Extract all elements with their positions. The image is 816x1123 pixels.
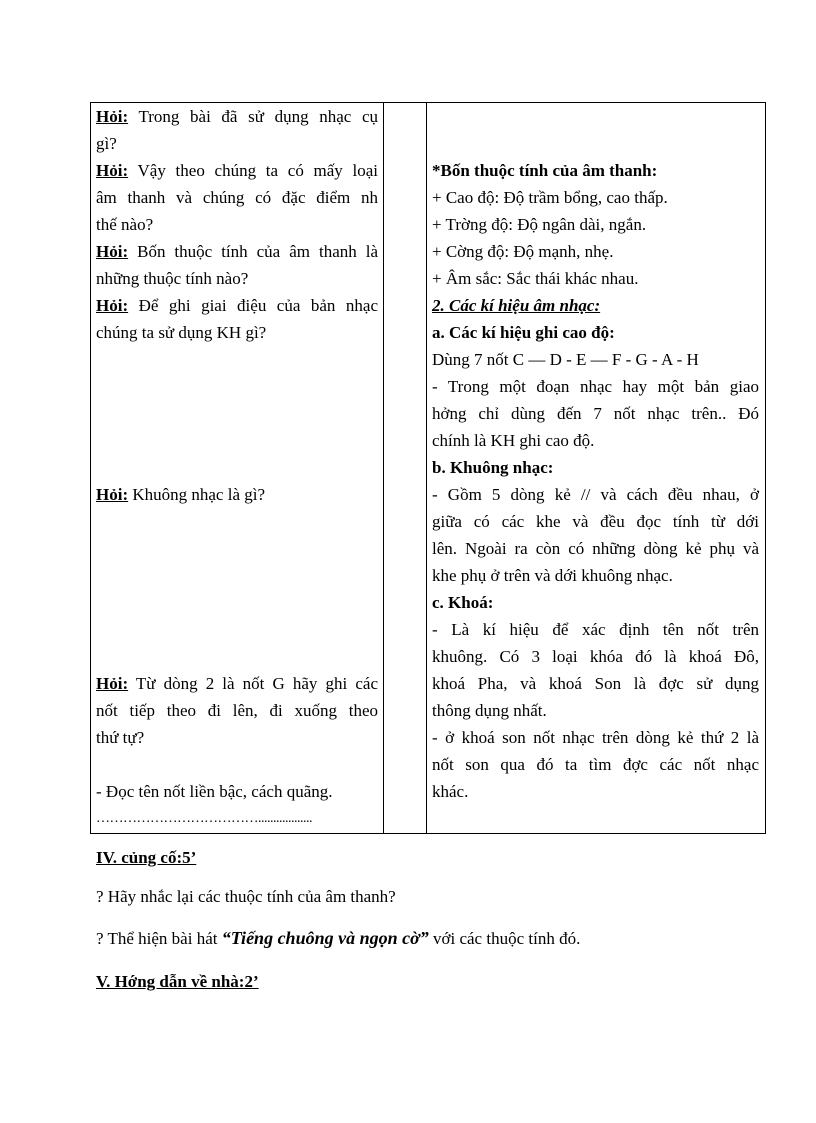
- paragraph-line: khuông. Có 3 loại khóa đó là khoá Đô,: [432, 647, 759, 666]
- question-line: [96, 184, 378, 211]
- column-divider: [426, 103, 427, 833]
- content-heading: a. Các kí hiệu ghi cao độ:: [432, 323, 615, 342]
- question-label: Hỏi:: [96, 296, 129, 315]
- questions-column: [96, 103, 378, 832]
- spacer: [96, 508, 378, 535]
- spacer: [96, 346, 378, 373]
- question-label: Hỏi:: [96, 242, 129, 261]
- paragraph-line: khác.: [432, 782, 469, 801]
- lesson-table: [90, 102, 766, 834]
- question-line: [96, 670, 378, 697]
- paragraph-line: - Là kí hiệu để xác định tên nốt trên: [432, 620, 759, 639]
- review-question-1: [96, 887, 766, 907]
- question-line: [96, 157, 378, 184]
- question-text: nốt tiếp theo đi lên, đi xuống theo: [96, 701, 378, 720]
- question-line: [96, 130, 378, 157]
- question-text: Để ghi giai điệu của bản nhạc: [128, 296, 378, 315]
- paragraph-line: lên. Ngoài ra còn có những dòng kẻ phụ và: [432, 539, 759, 558]
- spacer: [432, 103, 759, 130]
- review-question-2-prefix: ? Thể hiện bài hát: [96, 929, 222, 948]
- question-text: những thuộc tính nào?: [96, 269, 249, 288]
- song-title: “Tiếng chuông và ngọn cờ”: [221, 928, 429, 948]
- question-text: âm thanh và chúng có đặc điểm nh: [96, 188, 378, 207]
- spacer: [96, 751, 378, 778]
- question-line: [96, 292, 378, 319]
- paragraph-line: hởng chỉ dùng đến 7 nốt nhạc trên.. Đó: [432, 404, 759, 423]
- content-heading: c. Khoá:: [432, 593, 494, 612]
- question-line: [96, 724, 378, 751]
- content-heading: *Bốn thuộc tính của âm thanh:: [432, 161, 658, 180]
- question-line: [96, 103, 378, 130]
- content-line: + Cao độ: Độ trầm bổng, cao thấp.: [432, 188, 668, 207]
- paragraph-line: giữa có các khe và đều đọc tính từ dới: [432, 512, 759, 531]
- question-label: Hỏi:: [96, 674, 129, 693]
- question-text: gì?: [96, 134, 117, 153]
- content-line: + Trờng độ: Độ ngân dài, ngắn.: [432, 215, 647, 234]
- question-label: Hỏi:: [96, 161, 129, 180]
- spacer: [96, 373, 378, 400]
- question-line: [96, 319, 378, 346]
- content-line: + Cờng độ: Độ mạnh, nhẹ.: [432, 242, 614, 261]
- spacer: [96, 562, 378, 589]
- paragraph-line: khe phụ ở trên và dới khuông nhạc.: [432, 566, 673, 585]
- question-text: Từ dòng 2 là nốt G hãy ghi các: [128, 674, 378, 693]
- question-label: Hỏi:: [96, 485, 129, 504]
- paragraph-line: - Gồm 5 dòng kẻ // và cách đều nhau, ở: [432, 485, 759, 504]
- question-line: [96, 238, 378, 265]
- content-heading: b. Khuông nhạc:: [432, 458, 554, 477]
- spacer: [96, 616, 378, 643]
- question-text: thế nào?: [96, 215, 154, 234]
- question-text: Khuông nhạc là gì?: [128, 485, 266, 504]
- column-divider: [383, 103, 384, 833]
- section-4-heading: [96, 848, 766, 868]
- question-line: [96, 697, 378, 724]
- paragraph-line: - Trong một đoạn nhạc hay một bản giao: [432, 377, 759, 396]
- note-line: - Đọc tên nốt liền bậc, cách quãng.: [96, 782, 333, 801]
- spacer: [432, 130, 759, 157]
- paragraph-line: - ở khoá son nốt nhạc trên dòng kẻ thứ 2 là: [432, 728, 759, 747]
- question-text: Trong bài đã sử dụng nhạc cụ: [128, 107, 378, 126]
- content-column: [432, 103, 759, 805]
- question-text: chúng ta sử dụng KH gì?: [96, 323, 267, 342]
- question-text: Vậy theo chúng ta có mấy loại: [128, 161, 378, 180]
- question-label: Hỏi:: [96, 107, 129, 126]
- section-5-title: V. Hớng dẫn về nhà:2’: [96, 972, 259, 991]
- question-line: [96, 211, 378, 238]
- content-line: Dùng 7 nốt C — D - E — F - G - A - H: [432, 350, 699, 369]
- spacer: [96, 400, 378, 427]
- spacer: [96, 427, 378, 454]
- spacer: [96, 589, 378, 616]
- review-question-2: [96, 928, 766, 949]
- review-question-1-text: ? Hãy nhắc lại các thuộc tính của âm thanh?: [96, 887, 396, 906]
- question-text: Bốn thuộc tính của âm thanh là: [128, 242, 378, 261]
- question-line: [96, 481, 378, 508]
- paragraph-line: khoá Pha, và khoá Son là đợc sử dụng: [432, 674, 759, 693]
- paragraph-line: chính là KH ghi cao độ.: [432, 431, 595, 450]
- review-question-2-suffix: với các thuộc tính đó.: [428, 929, 581, 948]
- dotted-line: ………………………………..................: [96, 811, 312, 826]
- content-line: + Âm sắc: Sắc thái khác nhau.: [432, 269, 639, 288]
- section-4-title: IV. củng cố:5’: [96, 848, 197, 867]
- section-5-heading: [96, 972, 766, 992]
- question-text: thứ tự?: [96, 728, 145, 747]
- spacer: [96, 535, 378, 562]
- spacer: [96, 643, 378, 670]
- spacer: [96, 454, 378, 481]
- question-line: [96, 265, 378, 292]
- paragraph-line: nốt son qua đó ta tìm đợc các nốt nhạc: [432, 755, 759, 774]
- paragraph-line: thông dụng nhất.: [432, 701, 547, 720]
- section-heading: 2. Các kí hiệu âm nhạc:: [432, 296, 601, 315]
